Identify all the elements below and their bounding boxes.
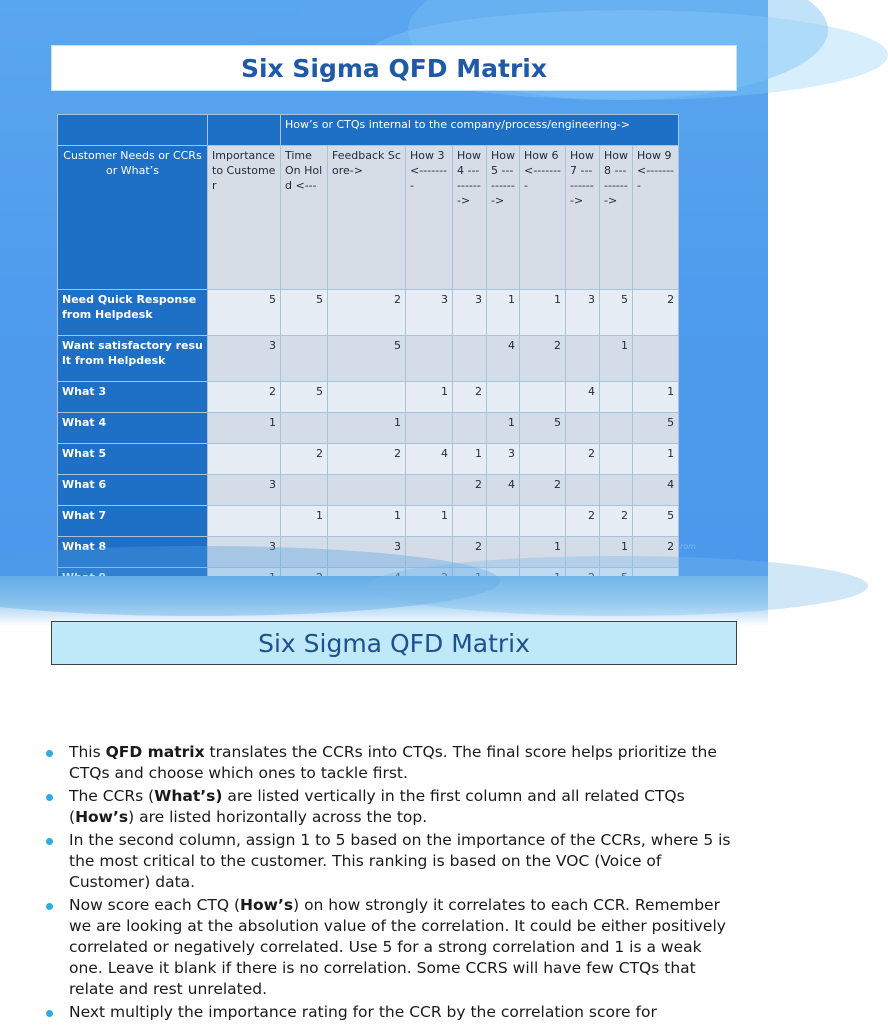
table-column-header-row	[58, 146, 679, 290]
table-cell	[520, 506, 566, 537]
bullet-bold-text: How’s	[75, 808, 129, 826]
table-cell: 2	[328, 290, 406, 336]
bullet-dot-icon	[46, 794, 53, 801]
table-cell: 1	[208, 413, 281, 444]
table-cell: 5	[633, 413, 679, 444]
column-header: Time On Hold <---	[281, 146, 328, 290]
table-cell	[633, 336, 679, 382]
table-cell: 1	[520, 290, 566, 336]
bullet-bold-text: What’s)	[154, 787, 223, 805]
table-row	[58, 290, 679, 336]
slide-2-title-box	[51, 621, 737, 665]
bullet-item	[46, 786, 736, 828]
bullet-item	[46, 1002, 736, 1023]
table-cell: 5	[281, 382, 328, 413]
table-corner-cell	[58, 115, 208, 146]
bullet-text: ) are listed horizontally across the top.	[128, 808, 428, 826]
table-cell	[600, 444, 633, 475]
table-cell: 2	[453, 537, 487, 568]
table-cell	[520, 444, 566, 475]
table-cell	[406, 336, 453, 382]
table-cell: 4	[487, 475, 520, 506]
background-wave	[368, 556, 868, 616]
table-cell: 2	[520, 336, 566, 382]
table-cell: 1	[600, 336, 633, 382]
table-cell: 3	[208, 475, 281, 506]
column-header: How 5 ---------->	[487, 146, 520, 290]
bullet-item	[46, 830, 736, 893]
row-label: Need Quick Response from Helpdesk	[58, 290, 208, 336]
customer-needs-header: Customer Needs or CCRs or What’s	[58, 146, 208, 290]
column-header: Importance to Customer	[208, 146, 281, 290]
table-row	[58, 413, 679, 444]
bullet-text: translates the CCRs into CTQs. The final score helps prioritize the CTQs and choose which ones to tackle first.	[69, 743, 717, 782]
table-cell: 2	[566, 444, 600, 475]
bullet-text: The CCRs (	[69, 787, 155, 805]
table-cell: 3	[566, 290, 600, 336]
bullet-dot-icon	[46, 838, 53, 845]
table-cell	[208, 506, 281, 537]
table-cell	[520, 382, 566, 413]
table-cell	[281, 413, 328, 444]
table-cell: 2	[566, 506, 600, 537]
table-corner-cell	[208, 115, 281, 146]
column-header: How 6 <--------	[520, 146, 566, 290]
table-cell: 2	[633, 537, 679, 568]
bullet-bold-text: How’s	[240, 896, 294, 914]
column-header: How 4 ---------->	[453, 146, 487, 290]
table-row	[58, 382, 679, 413]
table-cell: 5	[208, 290, 281, 336]
table-cell: 1	[600, 537, 633, 568]
slide-1-title: Six Sigma QFD Matrix	[240, 53, 547, 83]
column-header: How 8 ---------->	[600, 146, 633, 290]
bullet-text: are listed vertically in the first column and all related CTQs (	[69, 787, 685, 826]
table-cell	[328, 382, 406, 413]
table-row	[58, 506, 679, 537]
table-cell: 1	[328, 413, 406, 444]
table-cell: 2	[281, 444, 328, 475]
bullet-bold-text: QFD matrix	[105, 743, 205, 761]
table-cell: 5	[600, 290, 633, 336]
bullet-text: ) on how strongly it correlates to each CCR. Remember we are looking at the absolution value of the correlation. It could be either positively correlated or negatively correlated. Use 5 for a strong correlation and 1 is a weak one. Leave it blank if there is no correlation. Some CCRS will have few CTQs that relate and rest unrelated.	[69, 896, 726, 998]
hows-group-header: How’s or CTQs internal to the company/process/engineering->	[281, 115, 679, 146]
table-cell: 3	[328, 537, 406, 568]
bullet-dot-icon	[46, 903, 53, 910]
bullet-text: Now score each CTQ (	[69, 896, 241, 914]
row-label: What 7	[58, 506, 208, 537]
table-cell: 4	[633, 475, 679, 506]
table-cell: 5	[520, 413, 566, 444]
bullet-list	[46, 742, 736, 1025]
table-cell: 3	[487, 444, 520, 475]
table-cell	[453, 506, 487, 537]
table-cell	[487, 382, 520, 413]
table-cell	[406, 413, 453, 444]
column-header: How 9 <--------	[633, 146, 679, 290]
table-cell	[487, 506, 520, 537]
table-cell: 3	[406, 290, 453, 336]
table-cell: 1	[406, 506, 453, 537]
table-group-header-row	[58, 115, 679, 146]
bullet-text: Next multiply the importance rating for the CCR by the correlation score for	[69, 1003, 657, 1021]
table-cell: 1	[633, 444, 679, 475]
row-label: What 6	[58, 475, 208, 506]
table-cell	[208, 444, 281, 475]
bullet-item	[46, 895, 736, 1000]
table-cell: 5	[328, 336, 406, 382]
slide-2-title: Six Sigma QFD Matrix	[258, 628, 530, 658]
table-cell	[600, 475, 633, 506]
table-cell	[328, 475, 406, 506]
table-cell: 3	[208, 537, 281, 568]
bullet-dot-icon	[46, 1010, 53, 1017]
table-cell: 2	[633, 290, 679, 336]
table-cell	[600, 382, 633, 413]
table-cell: 2	[328, 444, 406, 475]
table-cell: 4	[566, 382, 600, 413]
table-cell: 1	[328, 506, 406, 537]
table-cell: 2	[453, 382, 487, 413]
table-cell: 1	[633, 382, 679, 413]
bullet-text: This	[69, 743, 106, 761]
table-cell	[566, 336, 600, 382]
table-cell	[566, 475, 600, 506]
table-cell: 3	[453, 290, 487, 336]
table-cell	[453, 413, 487, 444]
table-row	[58, 444, 679, 475]
table-cell: 1	[487, 413, 520, 444]
table-cell: 3	[208, 336, 281, 382]
table-cell	[281, 475, 328, 506]
table-cell: 5	[633, 506, 679, 537]
table-cell: 1	[281, 506, 328, 537]
slide-1-title-box	[51, 45, 737, 91]
row-label: What 4	[58, 413, 208, 444]
table-row	[58, 475, 679, 506]
table-cell	[566, 413, 600, 444]
row-label: Want satisfactory result from Helpdesk	[58, 336, 208, 382]
table-cell	[600, 413, 633, 444]
table-cell: 2	[208, 382, 281, 413]
table-cell: 1	[453, 444, 487, 475]
column-header: Feedback Score->	[328, 146, 406, 290]
table-cell: 2	[520, 475, 566, 506]
table-cell: 1	[406, 382, 453, 413]
table-cell	[281, 336, 328, 382]
table-cell: 4	[487, 336, 520, 382]
table-cell	[453, 336, 487, 382]
slide-1	[0, 0, 768, 576]
bullet-item	[46, 742, 736, 784]
side-watermark-text: rom	[680, 542, 696, 551]
table-cell	[406, 475, 453, 506]
table-cell: 1	[487, 290, 520, 336]
table-cell: 1	[520, 537, 566, 568]
row-label: What 3	[58, 382, 208, 413]
qfd-table-container	[57, 114, 678, 576]
table-cell: 2	[600, 506, 633, 537]
qfd-matrix-table	[57, 114, 679, 599]
table-cell: 5	[281, 290, 328, 336]
bullet-dot-icon	[46, 750, 53, 757]
bullet-text: In the second column, assign 1 to 5 based on the importance of the CCRs, where 5 is the most critical to the customer. This ranking is based on the VOC (Voice of Customer) data.	[69, 831, 731, 891]
table-cell: 2	[453, 475, 487, 506]
row-label: What 5	[58, 444, 208, 475]
slide-2	[0, 576, 768, 1024]
row-label: What 8	[58, 537, 208, 568]
column-header: How 3 <--------	[406, 146, 453, 290]
column-header: How 7 ---------->	[566, 146, 600, 290]
table-cell: 4	[406, 444, 453, 475]
table-row	[58, 336, 679, 382]
